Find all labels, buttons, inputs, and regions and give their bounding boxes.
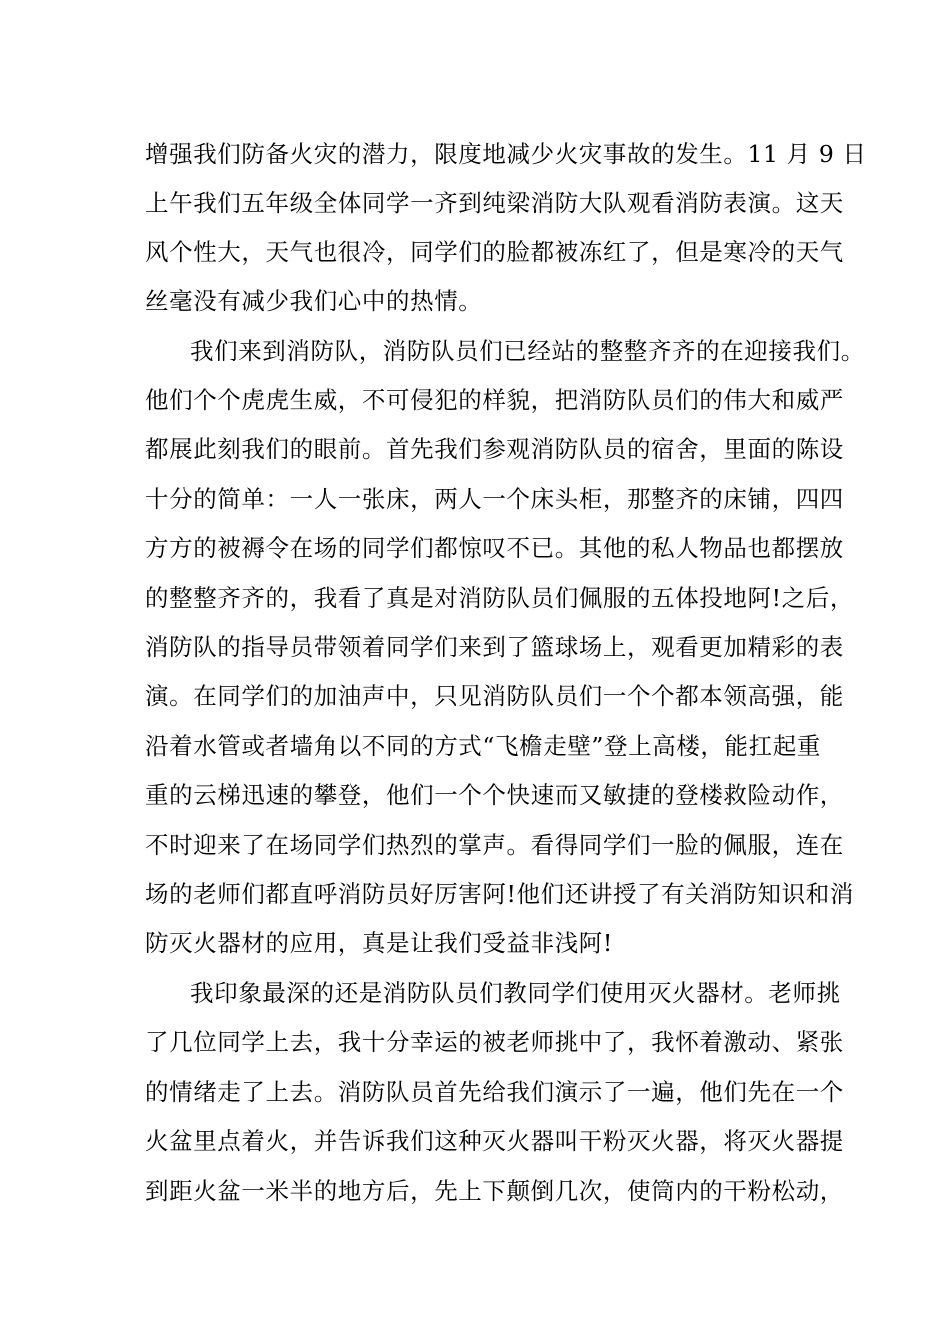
paragraph-first-line: 我们来到消防队，消防队员们已经站的整整齐齐的在迎接我们。	[190, 337, 865, 365]
text-line: 了几位同学上去，我十分幸运的被老师挑中了，我怀着激动、紧张	[145, 1028, 844, 1056]
text-line: 到距火盆一米半的地方后，先上下颠倒几次，使筒内的干粉松动，	[145, 1177, 844, 1205]
text-line: 不时迎来了在场同学们热烈的掌声。看得同学们一脸的佩服，连在	[145, 831, 844, 859]
text-line: 方方的被褥令在场的同学们都惊叹不已。其他的私人物品也都摆放	[145, 534, 844, 562]
text-line: 的情绪走了上去。消防队员首先给我们演示了一遍，他们先在一个	[145, 1078, 844, 1106]
text-line: 火盆里点着火，并告诉我们这种灭火器叫干粉灭火器，将灭火器提	[145, 1127, 844, 1155]
text-line: 风个性大，天气也很冷，同学们的脸都被冻红了，但是寒冷的天气	[145, 238, 844, 266]
text-line: 重的云梯迅速的攀登，他们一个个快速而又敏捷的登楼救险动作，	[145, 781, 844, 809]
text-line: 都展此刻我们的眼前。首先我们参观消防队员的宿舍，里面的陈设	[145, 435, 844, 463]
text-line: 沿着水管或者墙角以不同的方式“飞檐走壁”登上高楼，能扛起重	[145, 732, 821, 760]
paragraph-first-line: 我印象最深的还是消防队员们教同学们使用灭火器材。老师挑	[190, 979, 841, 1007]
text-line: 十分的简单：一人一张床，两人一个床头柜，那整齐的床铺，四四	[145, 485, 844, 513]
text-line: 丝毫没有减少我们心中的热情。	[145, 287, 483, 315]
text-line: 场的老师们都直呼消防员好厉害阿!他们还讲授了有关消防知识和消	[145, 880, 854, 908]
text-line: 防灭火器材的应用，真是让我们受益非浅阿!	[145, 929, 613, 957]
text-line: 上午我们五年级全体同学一齐到纯梁消防大队观看消防表演。这天	[145, 189, 844, 217]
text-line: 演。在同学们的加油声中，只见消防队员们一个个都本领高强，能	[145, 682, 844, 710]
text-line: 他们个个虎虎生威，不可侵犯的样貌，把消防队员们的伟大和威严	[145, 386, 844, 414]
text-line: 增强我们防备火灾的潜力，限度地减少火灾事故的发生。11 月 9 日	[145, 140, 867, 168]
text-line: 消防队的指导员带领着同学们来到了篮球场上，观看更加精彩的表	[145, 633, 844, 661]
text-line: 的整整齐齐的，我看了真是对消防队员们佩服的五体投地阿!之后，	[145, 584, 854, 612]
